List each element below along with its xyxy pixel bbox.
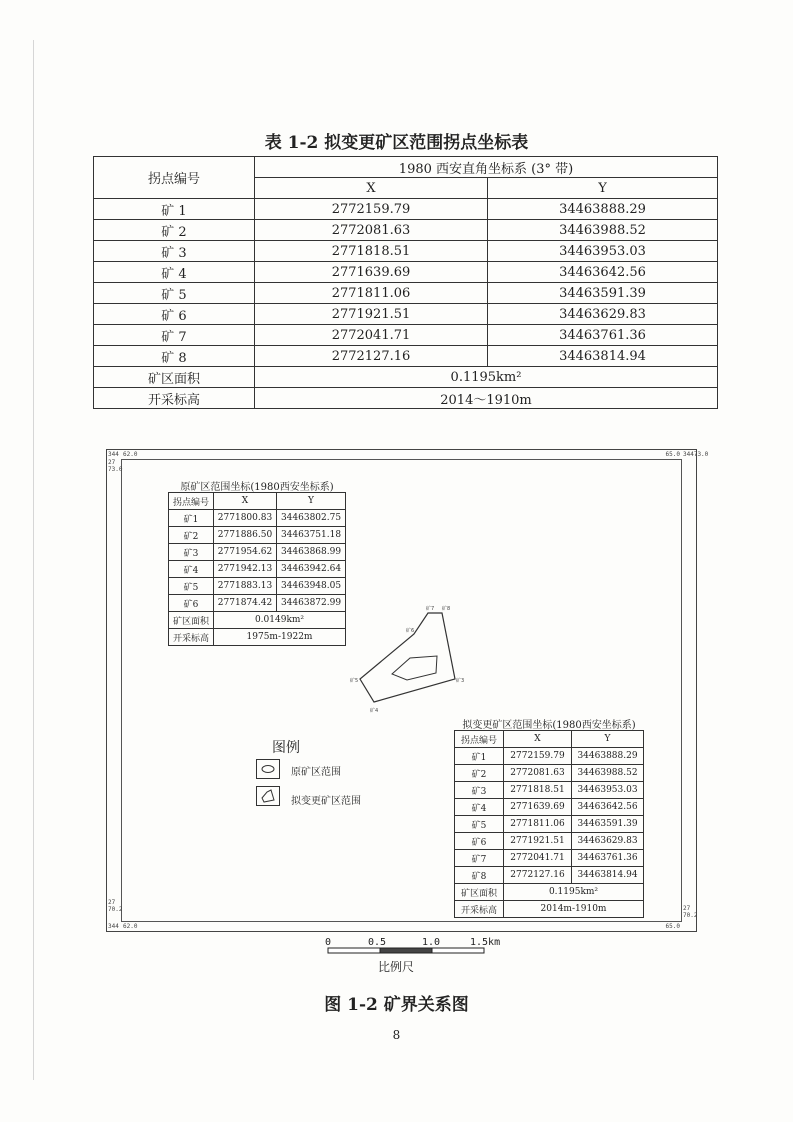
x-value: 2771942.13 xyxy=(214,561,277,578)
area-label: 矿区面积 xyxy=(455,884,504,901)
x-value: 2772081.63 xyxy=(504,765,572,782)
point-id: 矿8 xyxy=(455,867,504,884)
y-value: 34463872.99 xyxy=(277,595,346,612)
y-value: 34463761.36 xyxy=(488,325,718,346)
x-value: 2771883.13 xyxy=(214,578,277,595)
header-y: Y xyxy=(488,178,718,199)
y-value: 34463814.94 xyxy=(488,346,718,367)
vertex-label: 矿7 xyxy=(426,606,435,612)
original-coordinate-table xyxy=(168,492,346,646)
scale-segment-3 xyxy=(432,948,484,953)
table-row xyxy=(455,782,644,799)
y-value: 34463888.29 xyxy=(572,748,644,765)
main-coordinate-table xyxy=(93,156,718,409)
scale-label-3: 1.5km xyxy=(470,937,501,948)
table-row xyxy=(94,199,718,220)
point-id: 矿 7 xyxy=(94,325,255,346)
y-value: 34463751.18 xyxy=(277,527,346,544)
x-value: 2772159.79 xyxy=(255,199,488,220)
y-value: 34463988.52 xyxy=(572,765,644,782)
y-value: 34463642.56 xyxy=(572,799,644,816)
table-row xyxy=(455,833,644,850)
tick-br: 27 70.2 xyxy=(683,905,698,919)
table-row xyxy=(455,748,644,765)
vertex-label: 矿5 xyxy=(350,678,359,684)
vertex-label: 矿4 xyxy=(370,708,379,714)
x-value: 2771921.51 xyxy=(255,304,488,325)
y-value: 34463953.03 xyxy=(488,241,718,262)
x-value: 2772159.79 xyxy=(504,748,572,765)
point-id: 矿 4 xyxy=(94,262,255,283)
point-id: 矿5 xyxy=(169,578,214,595)
table-row xyxy=(94,346,718,367)
point-id: 矿1 xyxy=(169,510,214,527)
y-value: 34463948.05 xyxy=(277,578,346,595)
tick-bl-top: 62.0 xyxy=(123,923,138,930)
page-margin-line xyxy=(33,40,34,1080)
table-row xyxy=(455,765,644,782)
tick-tr-side: 34473.0 xyxy=(683,451,709,458)
changed-boundary-polygon xyxy=(360,613,455,702)
table-row xyxy=(94,262,718,283)
x-value: 2771886.50 xyxy=(214,527,277,544)
legend-changed-label: 拟变更矿区范围 xyxy=(291,796,361,807)
table-row xyxy=(94,325,718,346)
x-value: 2771954.62 xyxy=(214,544,277,561)
y-value: 34463942.64 xyxy=(277,561,346,578)
point-id: 矿6 xyxy=(169,595,214,612)
x-value: 2771811.06 xyxy=(255,283,488,304)
y-value: 34463988.52 xyxy=(488,220,718,241)
y-value: 34463868.99 xyxy=(277,544,346,561)
point-id: 矿 5 xyxy=(94,283,255,304)
table-row xyxy=(169,527,346,544)
area-label: 矿区面积 xyxy=(94,367,255,388)
x-value: 2771874.42 xyxy=(214,595,277,612)
elevation-label: 开采标高 xyxy=(455,901,504,918)
point-id: 矿5 xyxy=(455,816,504,833)
table-row xyxy=(455,850,644,867)
point-id: 矿4 xyxy=(455,799,504,816)
header-x: X xyxy=(214,493,277,510)
legend-changed-icon xyxy=(256,786,280,806)
scale-segment-1 xyxy=(328,948,380,953)
scale-segment-2 xyxy=(380,948,432,953)
header-point: 拐点编号 xyxy=(169,493,214,510)
tick-tl-side2: 27 73.0 xyxy=(108,459,123,473)
table-row xyxy=(94,241,718,262)
point-id: 矿 8 xyxy=(94,346,255,367)
page-number: 8 xyxy=(392,1028,401,1042)
point-id: 矿 3 xyxy=(94,241,255,262)
original-boundary-polygon xyxy=(392,656,437,680)
elevation-value: 1975m-1922m xyxy=(214,629,346,646)
point-id: 矿3 xyxy=(169,544,214,561)
x-value: 2772127.16 xyxy=(504,867,572,884)
header-point: 拐点编号 xyxy=(455,731,504,748)
header-x: X xyxy=(255,178,488,199)
x-value: 2771800.83 xyxy=(214,510,277,527)
header-point: 拐点编号 xyxy=(94,157,255,199)
legend-title: 图例 xyxy=(272,740,300,756)
x-value: 2772127.16 xyxy=(255,346,488,367)
table-title: 表 1-2 拟变更矿区范围拐点坐标表 xyxy=(264,133,529,153)
y-value: 34463761.36 xyxy=(572,850,644,867)
point-id: 矿 6 xyxy=(94,304,255,325)
elevation-label: 开采标高 xyxy=(94,388,255,409)
point-id: 矿 2 xyxy=(94,220,255,241)
scale-caption: 比例尺 xyxy=(378,960,415,974)
area-value: 0.1195km² xyxy=(504,884,644,901)
changed-table-title: 拟变更矿区范围坐标(1980西安坐标系) xyxy=(462,720,636,731)
table-row xyxy=(169,578,346,595)
point-id: 矿4 xyxy=(169,561,214,578)
vertex-label: 矿8 xyxy=(442,606,451,612)
area-value: 0.0149km² xyxy=(214,612,346,629)
x-value: 2771921.51 xyxy=(504,833,572,850)
elevation-label: 开采标高 xyxy=(169,629,214,646)
point-id: 矿1 xyxy=(455,748,504,765)
table-row xyxy=(455,799,644,816)
vertex-label: 矿6 xyxy=(406,628,415,634)
x-value: 2772041.71 xyxy=(255,325,488,346)
x-value: 2771811.06 xyxy=(504,816,572,833)
header-y: Y xyxy=(277,493,346,510)
y-value: 34463888.29 xyxy=(488,199,718,220)
y-value: 34463629.83 xyxy=(572,833,644,850)
boundary-polygons xyxy=(350,600,465,720)
x-value: 2772041.71 xyxy=(504,850,572,867)
table-row xyxy=(169,544,346,561)
point-id: 矿3 xyxy=(455,782,504,799)
area-label: 矿区面积 xyxy=(169,612,214,629)
point-id: 矿2 xyxy=(169,527,214,544)
vertex-label: 矿3 xyxy=(456,678,465,684)
point-id: 矿6 xyxy=(455,833,504,850)
tick-tl-side: 344 xyxy=(108,451,119,458)
y-value: 34463953.03 xyxy=(572,782,644,799)
elevation-value: 2014～1910m xyxy=(255,388,718,409)
scale-label-2: 1.0 xyxy=(422,937,441,948)
y-value: 34463802.75 xyxy=(277,510,346,527)
legend-original-icon xyxy=(256,759,280,779)
point-id: 矿7 xyxy=(455,850,504,867)
table-row xyxy=(169,510,346,527)
legend-original-label: 原矿区范围 xyxy=(291,767,341,778)
point-id: 矿2 xyxy=(455,765,504,782)
elevation-value: 2014m-1910m xyxy=(504,901,644,918)
figure-title: 图 1-2 矿界关系图 xyxy=(324,995,469,1015)
tick-bl-side: 344 xyxy=(108,923,119,930)
x-value: 2771639.69 xyxy=(255,262,488,283)
x-value: 2772081.63 xyxy=(255,220,488,241)
tick-br-top: 65.0 xyxy=(665,923,680,930)
changed-coordinate-table xyxy=(454,730,644,918)
table-row xyxy=(455,867,644,884)
scale-bar xyxy=(324,936,504,958)
table-row xyxy=(94,304,718,325)
y-value: 34463642.56 xyxy=(488,262,718,283)
y-value: 34463814.94 xyxy=(572,867,644,884)
table-row xyxy=(94,283,718,304)
tick-tl-top: 62.0 xyxy=(123,451,138,458)
table-row xyxy=(94,220,718,241)
y-value: 34463591.39 xyxy=(488,283,718,304)
tick-bl: 27 70.2 xyxy=(108,899,123,913)
header-y: Y xyxy=(572,731,644,748)
y-value: 34463591.39 xyxy=(572,816,644,833)
table-row xyxy=(169,595,346,612)
x-value: 2771818.51 xyxy=(504,782,572,799)
tick-tr-top: 65.0 xyxy=(665,451,680,458)
x-value: 2771818.51 xyxy=(255,241,488,262)
table-row xyxy=(169,561,346,578)
scale-label-1: 0.5 xyxy=(368,937,387,948)
x-value: 2771639.69 xyxy=(504,799,572,816)
header-x: X xyxy=(504,731,572,748)
header-system: 1980 西安直角坐标系 (3° 带) xyxy=(255,157,718,178)
original-table-title: 原矿区范围坐标(1980西安坐标系) xyxy=(180,482,334,493)
y-value: 34463629.83 xyxy=(488,304,718,325)
scale-label-0: 0 xyxy=(325,937,332,948)
point-id: 矿 1 xyxy=(94,199,255,220)
area-value: 0.1195km² xyxy=(255,367,718,388)
table-row xyxy=(455,816,644,833)
